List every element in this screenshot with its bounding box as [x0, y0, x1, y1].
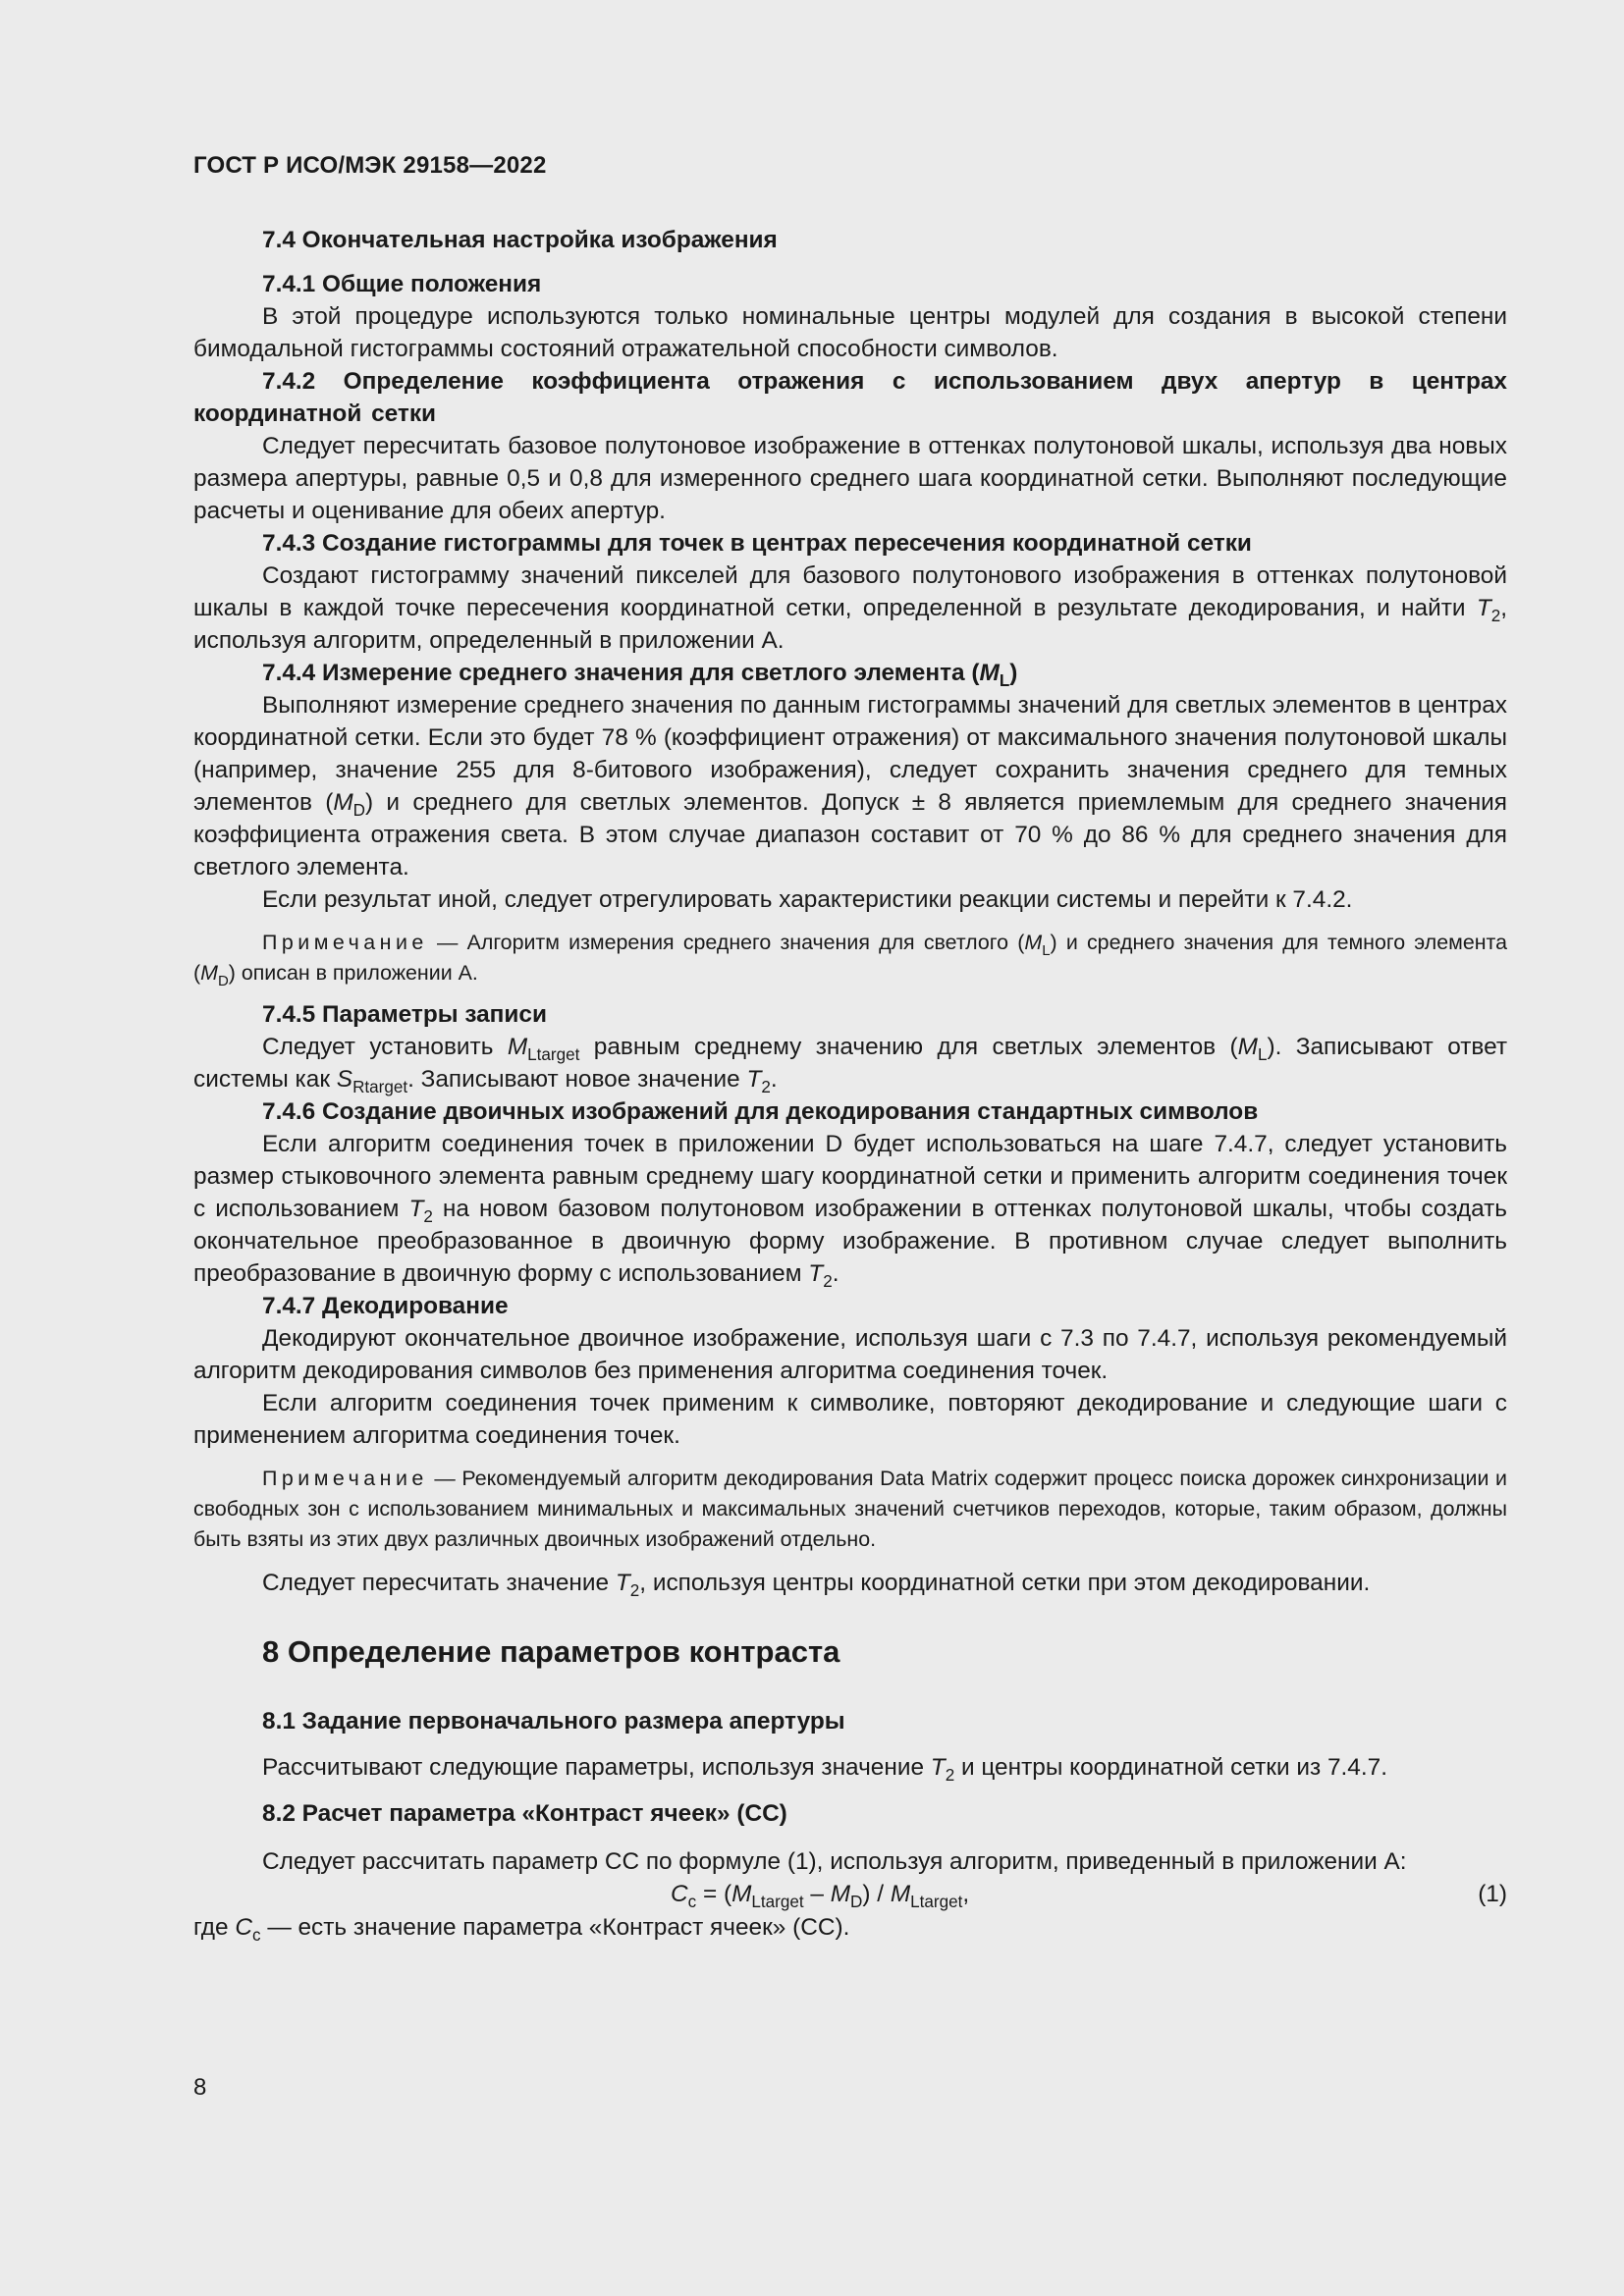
formula-1: $C_c = (M_{Ltarget} - M_D) / M_{Ltarget}$,: [671, 1881, 970, 1911]
section-7-4-1-title: 7.4.1 Общие положения: [262, 271, 542, 297]
section-7-4-3-title: 7.4.3 Создание гистограммы для точек в центрах пересечения координатной сетки: [262, 530, 1252, 557]
section-7-4-6-paragraph: Если алгоритм соединения точек в приложении D будет использоваться на шаге 7.4.7, следует установить размер стыковочного элемента равным среднему шагу координатной сетки и применить алгоритм соединения точек с использованием $T_2$ на новом базовом полутоновом изображении в оттенках полутоновой шкалы, чтобы создать окончательное преобразованное в двоичную форму изображение. В противном случае следует выполнить преобразование в двоичную форму с использованием $T_2$.: [193, 1131, 1507, 1291]
section-7-4-2-paragraph: Следует пересчитать базовое полутоновое изображение в оттенках полутоновой шкалы, используя два новых размера апертуры, равные 0,5 и 0,8 для измеренного среднего шага координатной сетки. Выполняют последующие расчеты и оценивание для обеих апертур.: [193, 433, 1507, 524]
formula-1-row: [193, 1878, 1507, 1911]
section-7-4-7-title: 7.4.7 Декодирование: [262, 1293, 509, 1319]
section-7-4-title: 7.4 Окончательная настройка изображения: [262, 227, 778, 253]
page-content: [193, 224, 1507, 1944]
section-8-1-title: 8.1 Задание первоначального размера апертуры: [262, 1708, 845, 1735]
section-8-2-paragraph: Следует рассчитать параметр CC по формуле (1), используя алгоритм, приведенный в приложении А:: [262, 1848, 1407, 1875]
section-7-4-7-paragraph-1: Декодируют окончательное двоичное изображение, используя шаги с 7.3 по 7.4.7, используя рекомендуемый алгоритм декодирования символов без применения алгоритма соединения точек.: [193, 1325, 1507, 1384]
section-8-2-title: 8.2 Расчет параметра «Контраст ячеек» (CC): [262, 1800, 787, 1827]
section-7-4-2-title: 7.4.2 Определение коэффициента отражения с использованием двух апертур в центрах координатной сетки: [193, 368, 1507, 427]
section-7-4-7-paragraph-2: Если алгоритм соединения точек применим к символике, повторяют декодирование и следующие шаги с применением алгоритма соединения точек.: [193, 1390, 1507, 1449]
section-7-4-1-paragraph: В этой процедуре используются только номинальные центры модулей для создания в высокой степени бимодальной гистограммы состояний отражательной способности символов.: [193, 303, 1507, 362]
page-number: 8: [193, 2074, 207, 2101]
section-7-4-4-paragraph-2: Если результат иной, следует отрегулировать характеристики реакции системы и перейти к 7.4.2.: [262, 886, 1353, 913]
section-7-4-7-paragraph-3: Следует пересчитать значение $T_2$, используя центры координатной сетки при этом декодировании.: [262, 1570, 1371, 1600]
section-7-4-6-title: 7.4.6 Создание двоичных изображений для декодирования стандартных символов: [262, 1098, 1259, 1125]
section-8-title: 8 Определение параметров контраста: [262, 1634, 840, 1669]
section-7-4-5-paragraph: Следует установить $M_{Ltarget}$ равным среднему значению для светлых элементов $(M_L)$. Записывают ответ системы как $S_{Rtarget}$. Записывают новое значение $T_2$.: [193, 1034, 1508, 1096]
section-7-4-5-title: 7.4.5 Параметры записи: [262, 1001, 547, 1028]
section-8-1-paragraph: Рассчитывают следующие параметры, используя значение $T_2$ и центры координатной сетки из 7.4.7.: [262, 1754, 1387, 1785]
equation-number: (1): [1478, 1881, 1507, 1907]
section-7-4-3-paragraph: Создают гистограмму значений пикселей для базового полутонового изображения в оттенках полутоновой шкалы в каждой точке пересечения координатной сетки, определенной в результате декодирования, и найти $T_2$, используя алгоритм, определенный в приложении А.: [193, 562, 1507, 654]
note-2: Примечание — Рекомендуемый алгоритм декодирования Data Matrix содержит процесс поиска дорожек синхронизации и свободных зон с использованием минимальных и максимальных значений счетчиков переходов, которые, таким образом, должны быть взяты из этих двух различных двоичных изображений отдельно.: [193, 1467, 1507, 1551]
note-1: Примечание — Алгоритм измерения среднего значения для светлого $(M_L)$ и среднего значения для темного элемента $(M_D)$ описан в приложении А.: [193, 931, 1507, 989]
document-code-header: ГОСТ Р ИСО/МЭК 29158—2022: [193, 152, 547, 179]
section-7-4-4-paragraph-1: Выполняют измерение среднего значения по данным гистограммы значений для светлых элементов в центрах координатной сетки. Если это будет 78 % (коэффициент отражения) от максимального значения полутоновой шкалы (например, значение 255 для 8-битового изображения), следует сохранить значения среднего для темных элементов $(M_D)$ и среднего для светлых элементов. Допуск ± 8 является приемлемым для среднего значения коэффициента отражения света. В этом случае диапазон составит от 70 % до 86 % для среднего значения для светлого элемента.: [193, 692, 1507, 881]
formula-explanation: где $C_c$ — есть значение параметра «Контраст ячеек» (CC).: [193, 1914, 850, 1945]
section-7-4-4-title: 7.4.4 Измерение среднего значения для светлого элемента $(M_L)$: [262, 660, 1018, 690]
